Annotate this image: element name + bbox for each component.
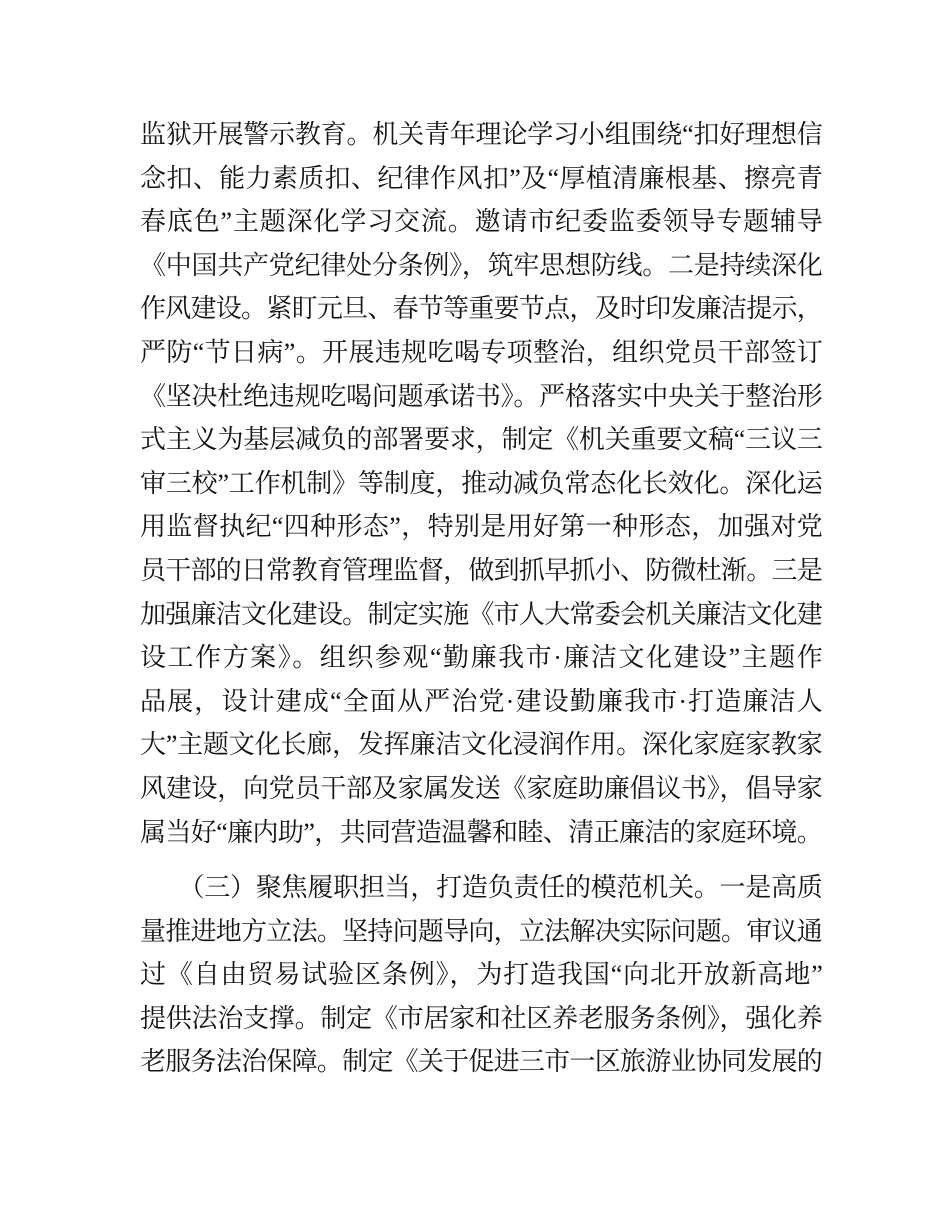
text-line: 《坚决杜绝违规吃喝问题承诺书》。严格落实中央关于整治形 bbox=[140, 381, 821, 411]
text-line: 春底色”主题深化学习交流。邀请市纪委监委领导专题辅导 bbox=[140, 207, 821, 237]
text-line: 品展，设计建成“全面从严治党·建设勤廉我市·打造廉洁人 bbox=[140, 686, 821, 716]
text-line: 设工作方案》。组织参观“勤廉我市·廉洁文化建设”主题作 bbox=[140, 643, 821, 673]
text-line: 念扣、能力素质扣、纪律作风扣”及“厚植清廉根基、擦亮青 bbox=[140, 163, 821, 193]
text-line: 审三校”工作机制》等制度，推动减负常态化长效化。深化运 bbox=[140, 468, 821, 498]
text-line: 老服务法治保障。制定《关于促进三市一区旅游业协同发展的 bbox=[140, 1047, 821, 1077]
text-line: 加强廉洁文化建设。制定实施《市人大常委会机关廉洁文化建 bbox=[140, 599, 821, 629]
text-line: 监狱开展警示教育。机关青年理论学习小组围绕“扣好理想信 bbox=[140, 120, 821, 149]
text-line: （三）聚焦履职担当，打造负责任的模范机关。一是高质 bbox=[140, 873, 821, 903]
document-body bbox=[140, 113, 821, 1084]
text-line: 量推进地方立法。坚持问题导向，立法解决实际问题。审议通 bbox=[140, 916, 821, 946]
text-line: 员干部的日常教育管理监督，做到抓早抓小、防微杜渐。三是 bbox=[140, 555, 821, 585]
text-line: 用监督执纪“四种形态”，特别是用好第一种形态，加强对党 bbox=[140, 512, 821, 542]
text-line: 式主义为基层减负的部署要求，制定《机关重要文稿“三议三 bbox=[140, 425, 821, 455]
text-line: 严防“节日病”。开展违规吃喝专项整治，组织党员干部签订 bbox=[140, 337, 821, 367]
text-line: 过《自由贸易试验区条例》，为打造我国“向北开放新高地” bbox=[140, 960, 821, 990]
paragraph bbox=[140, 866, 821, 1084]
text-line: 风建设，向党员干部及家属发送《家庭助廉倡议书》，倡导家 bbox=[140, 773, 821, 803]
text-line: 作风建设。紧盯元旦、春节等重要节点，及时印发廉洁提示， bbox=[140, 294, 821, 324]
text-line: 《中国共产党纪律处分条例》，筑牢思想防线。二是持续深化 bbox=[140, 250, 821, 280]
text-line: 属当好“廉内助”，共同营造温馨和睦、清正廉洁的家庭环境。 bbox=[140, 817, 821, 847]
paragraph bbox=[140, 113, 821, 854]
text-line: 大”主题文化长廊，发挥廉洁文化浸润作用。深化家庭家教家 bbox=[140, 730, 821, 760]
text-line: 提供法治支撑。制定《市居家和社区养老服务条例》，强化养 bbox=[140, 1003, 821, 1033]
